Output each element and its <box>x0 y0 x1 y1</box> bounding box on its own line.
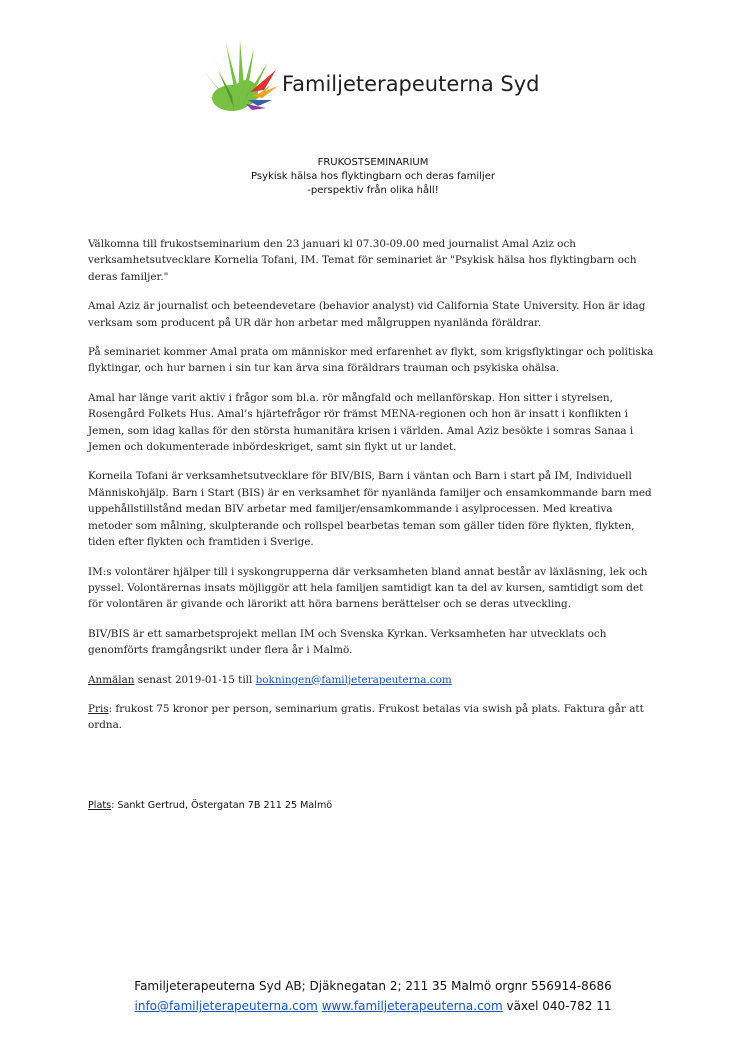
footer-contact-line <box>0 996 746 1016</box>
registration-line <box>88 672 654 688</box>
registration-text: senast 2019-01-15 till <box>134 673 256 686</box>
registration-label: Anmälan <box>88 673 135 686</box>
footer-website-link[interactable]: www.familjeterapeuterna.com <box>321 999 503 1013</box>
paragraph-amal-bio: Amal Aziz är journalist och beteendevetare (behavior analyst) vid California State University. Hon är idag verksam som producent på UR där hon arbetar med målgruppen nyanlända föräldrar. <box>88 300 646 329</box>
paragraph-intro: Välkomna till frukostseminarium den 23 januari kl 07.30-09.00 med journalist Amal Aziz och verksamhetsutvecklare Kornelia Tofani, IM. Temat för seminariet är "Psykisk hälsa hos flyktingbarn och deras familjer." <box>88 238 637 283</box>
logo <box>198 40 558 116</box>
price-label: Pris <box>88 702 109 715</box>
paragraph-volunteers: IM:s volontärer hjälper till i syskongrupperna där verksamheten bland annat består av läxläsning, lek och pyssel. Volontärernas insats möjliggör att hela familjen samtidigt kan ta del av kursen, samtidigt som det för volontären är givande och lärorikt att höra barnens berättelser och se deras utveckling. <box>88 565 648 611</box>
price-line <box>88 701 654 734</box>
footer-email-link[interactable]: info@familjeterapeuterna.com <box>134 999 318 1013</box>
price-text: : frukost 75 kronor per person, seminarium gratis. Frukost betalas via swish på plats. Faktura går att ordna. <box>88 702 644 732</box>
venue-line <box>88 800 332 811</box>
footer <box>0 976 746 1016</box>
paragraph-amal-engagement: Amal har länge varit aktiv i frågor som bl.a. rör mångfald och mellanförskap. Hon sitter i styrelsen, Rosengård Folkets Hus. Amal’s hjärtefrågor rör främst MENA-regionen och hon är insatt i konflikten i Jemen, som idag kallas för den största humanitära krisen i världen. Amal Aziz besökte i somras Sanaa i Jemen och dokumenterade inbördeskriget, samt sin flykt ut ur landet. <box>88 391 634 454</box>
seminar-subtitle: Psykisk hälsa hos flyktingbarn och deras familjer <box>251 171 495 182</box>
paragraph-topic: På seminariet kommer Amal prata om människor med erfarenhet av flykt, som krigsflyktingar och politiska flyktingar, och hur barnen i sin tur kan ärva sina föräldrars trauman och psykiska ohälsa. <box>88 346 654 375</box>
body-text <box>88 236 654 747</box>
footer-company-info: Familjeterapeuterna Syd AB; Djäknegatan 2; 211 35 Malmö orgnr 556914-8686 <box>134 979 612 993</box>
venue-text: : Sankt Gertrud, Östergatan 7B 211 25 Malmö <box>111 800 333 811</box>
seminar-tagline: -perspektiv från olika håll! <box>307 185 439 196</box>
title-block <box>0 156 746 198</box>
logo-name: Familjeterapeuterna Syd <box>282 72 540 96</box>
footer-phone: växel 040-782 11 <box>502 999 612 1013</box>
green-plant-logo-icon <box>198 40 280 116</box>
paragraph-project: BIV/BIS är ett samarbetsprojekt mellan IM och Svenska Kyrkan. Verksamheten har utvecklats och genomförts framgångsrikt under flera år i Malmö. <box>88 627 607 657</box>
seminar-heading: FRUKOSTSEMINARIUM <box>317 157 429 168</box>
venue-label: Plats <box>88 800 112 811</box>
paragraph-korneila-bio: Korneila Tofani är verksamhetsutvecklare för BIV/BIS, Barn i väntan och Barn i start på IM, Individuell Människohjälp. Barn i Start (BIS) är en verksamhet för nyanlända familjer och ensamkommande barn med uppehållstillstånd medan BIV arbetar med familjer/ensamkommande i asylprocessen. Med kreativa metoder som målning, skulpterande och rollspel bearbetas teman som gäller tiden före flykten, flykten, tiden efter flykten och framtiden i Sverige. <box>88 470 652 549</box>
registration-email-link[interactable]: bokningen@familjeterapeuterna.com <box>255 673 452 686</box>
